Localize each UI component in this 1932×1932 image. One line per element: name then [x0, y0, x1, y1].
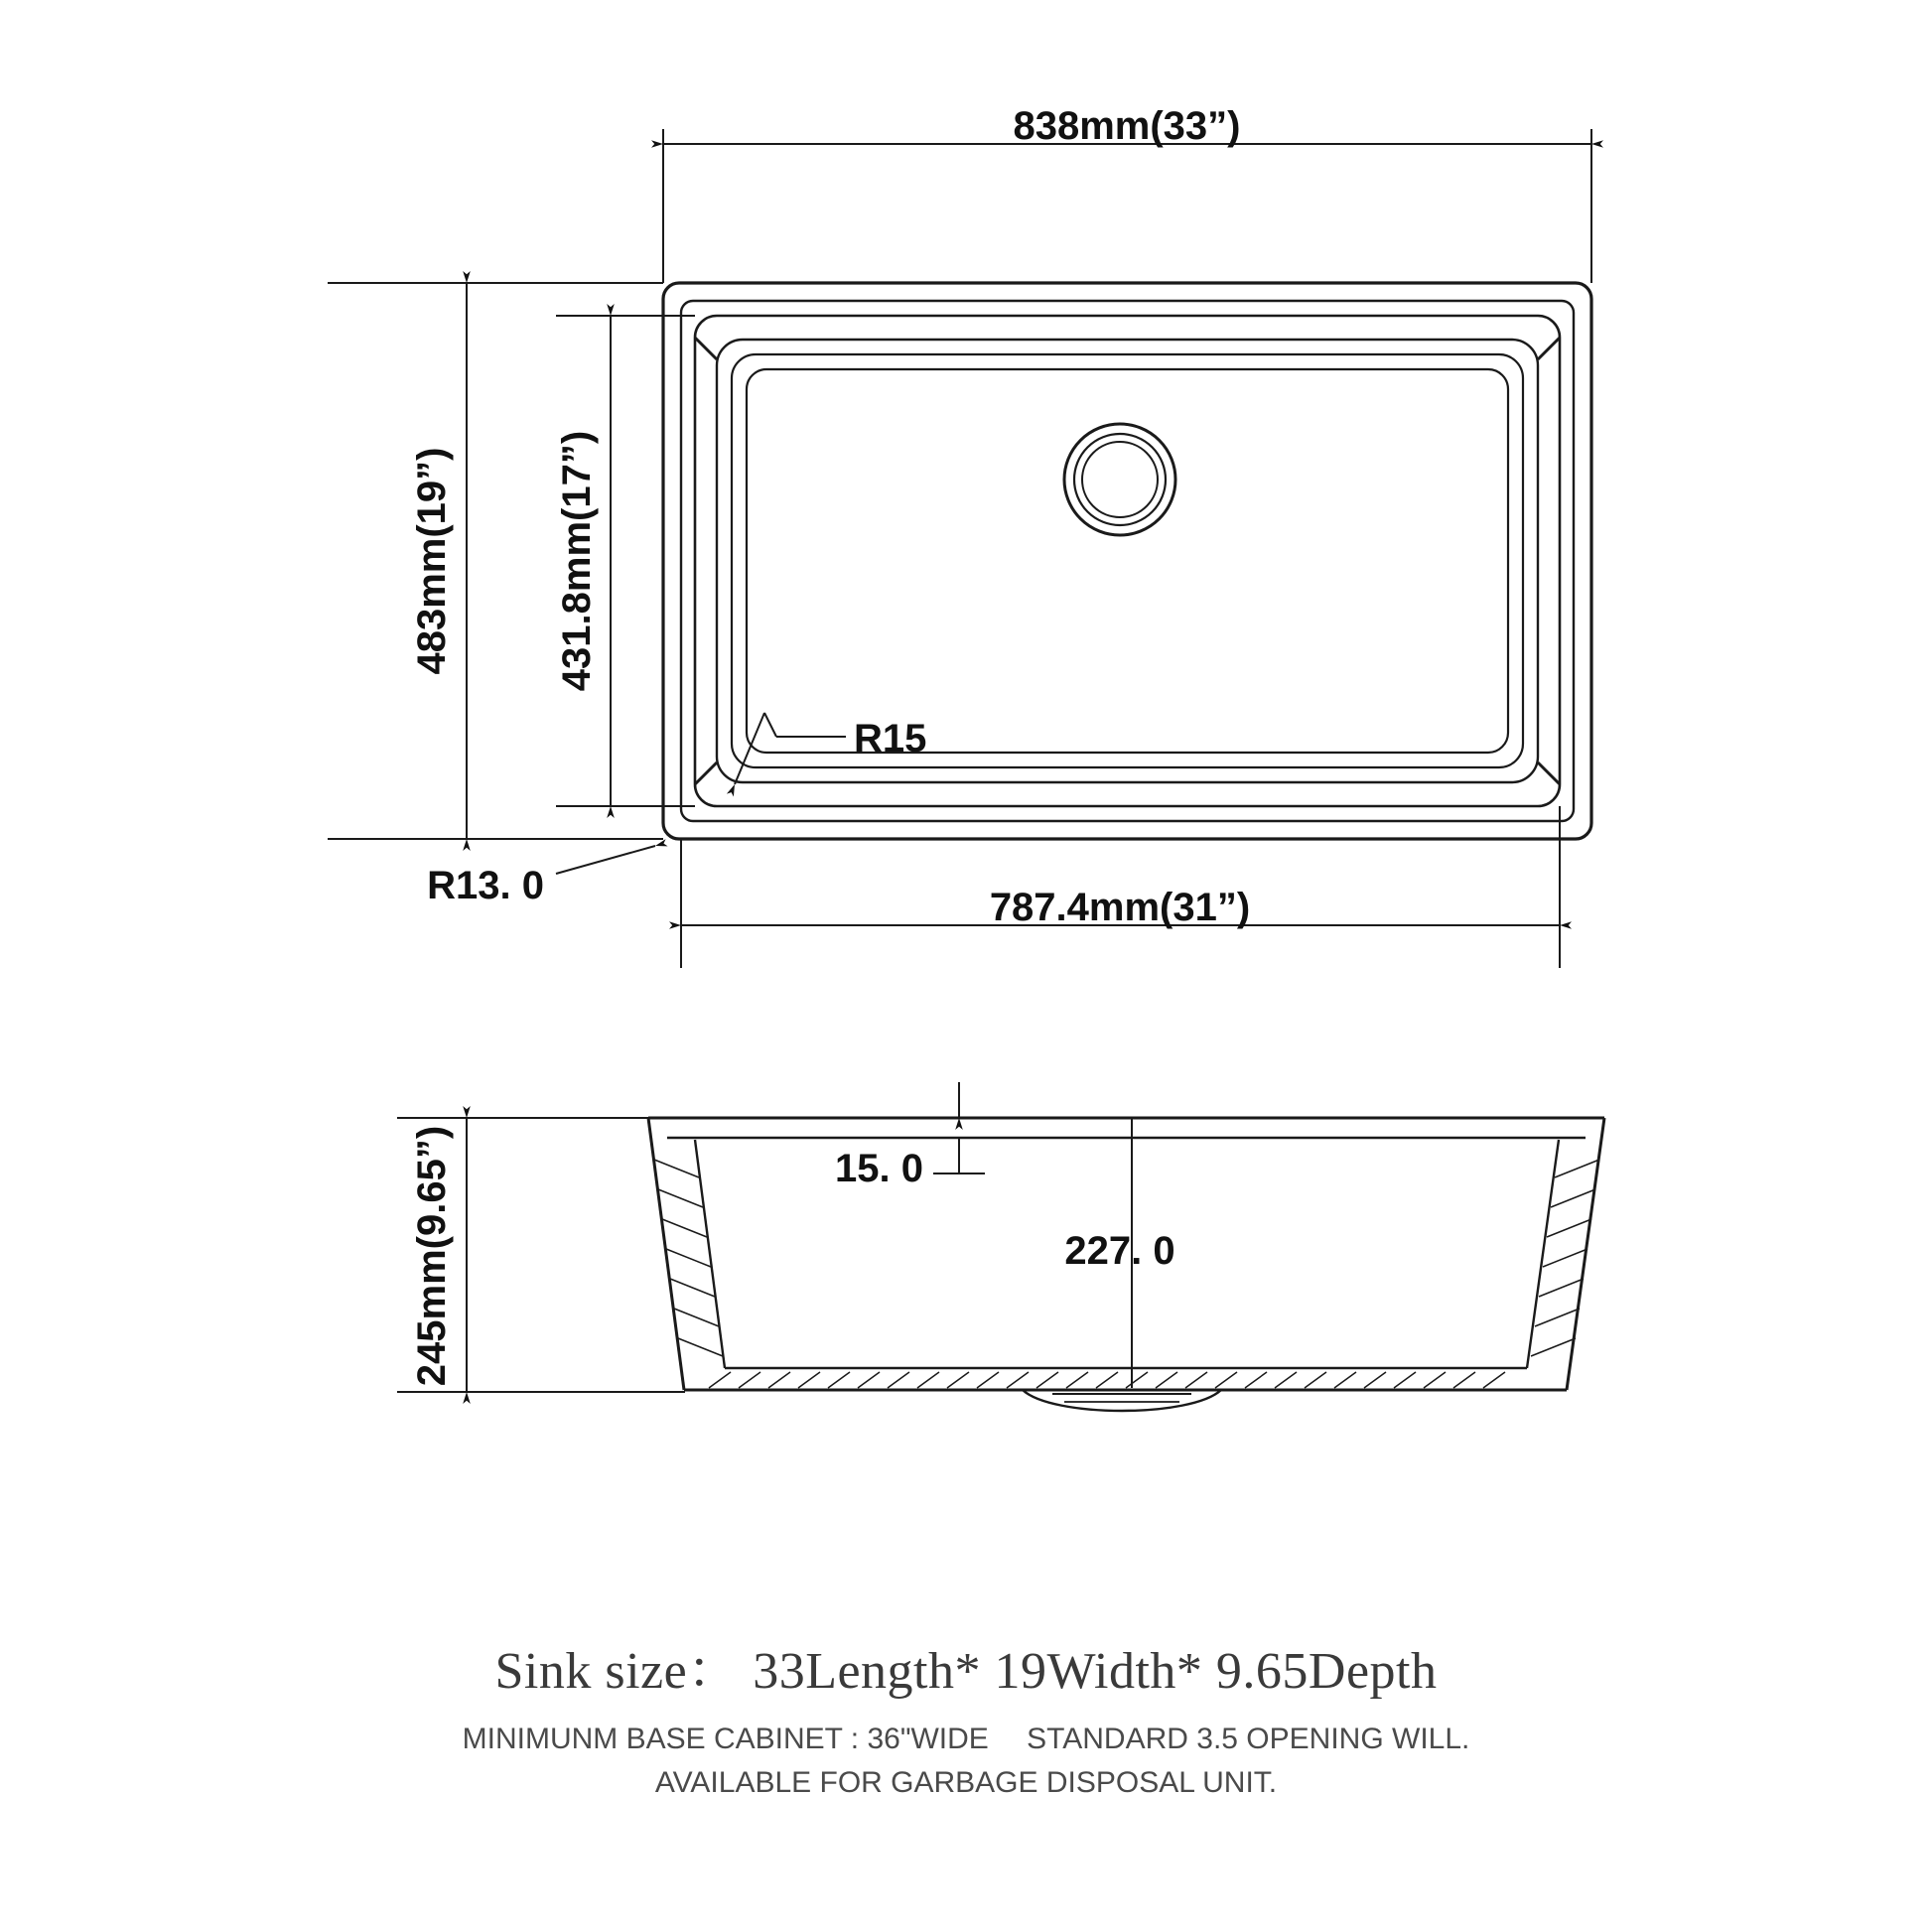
dim-inner-height: 227. 0 [1064, 1229, 1175, 1273]
top-view-dimension-lines [328, 129, 1591, 968]
cabinet-note-line-1: MINIMUNM BASE CABINET : 36"WIDE STANDARD 3.5 OPENING WILL. [462, 1723, 1470, 1755]
section-hatching [654, 1160, 1599, 1388]
top-view-geometry [663, 283, 1591, 839]
dim-bowl-depth: 431.8mm(17”) [555, 430, 599, 692]
cabinet-note-line-2: AVAILABLE FOR GARBAGE DISPOSAL UNIT. [654, 1765, 1278, 1799]
dim-overall-width: 838mm(33”) [1013, 104, 1241, 148]
dim-section-height: 245mm(9.65”) [410, 1125, 454, 1387]
drain-opening [1064, 424, 1175, 535]
sink-size-caption: Sink size： 33Length* 19Width* 9.65Depth [494, 1643, 1438, 1700]
dim-overall-depth: 483mm(19”) [410, 447, 454, 675]
section-view-dimension-lines [397, 1082, 1132, 1392]
dim-rim-thickness: 15. 0 [835, 1147, 923, 1190]
cabinet-note [0, 1718, 1932, 1804]
dim-inner-radius: R15 [854, 717, 927, 760]
dim-outer-radius: R13. 0 [427, 864, 544, 907]
dim-bowl-width: 787.4mm(31”) [989, 886, 1251, 929]
